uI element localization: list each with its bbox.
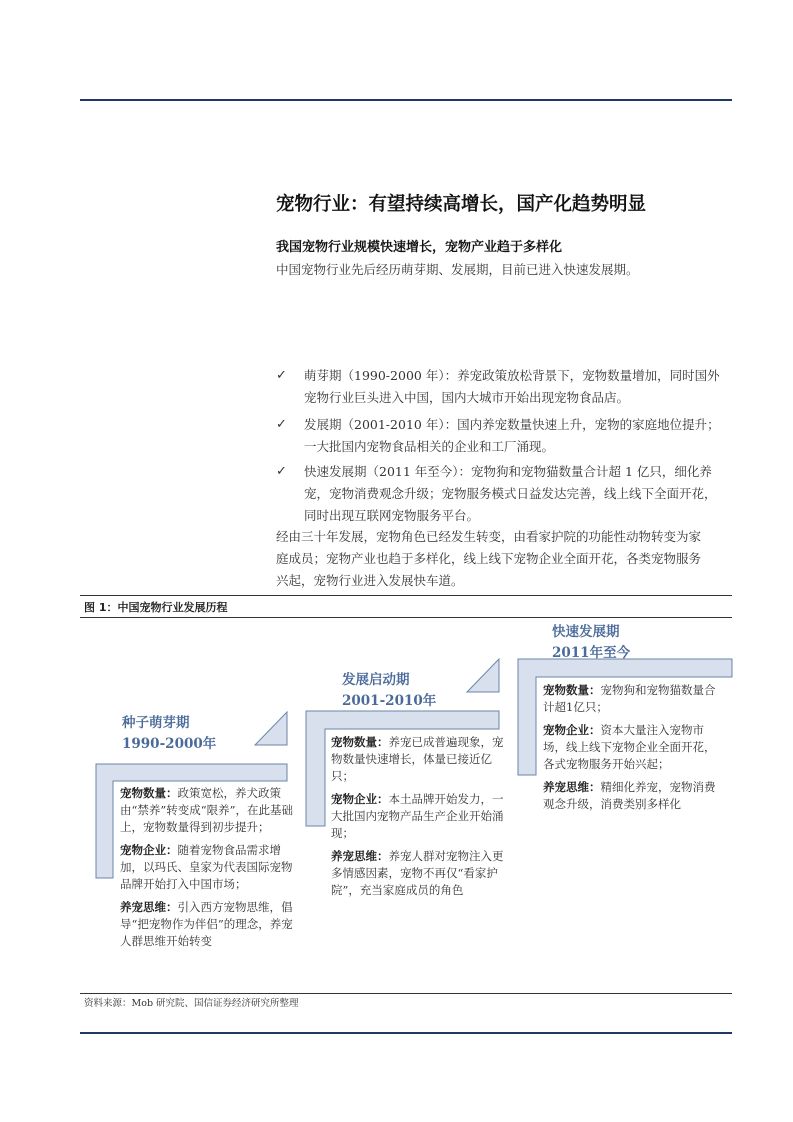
figure-caption: 图 1：中国宠物行业发展历程: [84, 601, 228, 614]
source-note: 资料来源：Mob 研究院、国信证券经济研究所整理: [84, 998, 299, 1009]
stage-1-details: [120, 785, 295, 956]
detail-label: 养宠思维：: [331, 849, 389, 863]
summary-line: 经由三十年发展，宠物角色已经发生转变，由看家护院的功能性动物转变为家: [276, 529, 702, 544]
stage-period: 2011年至今: [552, 645, 631, 661]
detail-text: 引入西方宠物思维，倡导“把宠物作为伴侣”的理念，养宠人群思维开始转变: [120, 900, 293, 948]
stage-3-details: [543, 682, 718, 819]
detail-label: 宠物企业：: [120, 843, 178, 857]
stage-2-label: [342, 670, 436, 712]
detail-text: 养宠人群对宠物注入更多情感因素，宠物不再仅“看家护院”，充当家庭成员的角色: [331, 849, 504, 897]
check-icon: ✓: [276, 464, 287, 479]
detail-label: 养宠思维：: [543, 780, 601, 794]
detail-label: 宠物数量：: [543, 683, 601, 697]
stage-1-triangle: [255, 712, 287, 745]
summary-line: 兴起，宠物行业进入发展快车道。: [276, 573, 464, 588]
intro-text: 中国宠物行业先后经历萌芽期、发展期，目前已进入快速发展期。: [276, 262, 639, 277]
stage-name: 种子萌芽期: [122, 715, 190, 731]
detail-label: 养宠思维：: [120, 900, 178, 914]
summary-line: 庭成员；宠物产业也趋于多样化，线上线下宠物企业全面开花，各类宠物服务: [276, 551, 702, 566]
stage-name: 快速发展期: [552, 624, 620, 640]
detail-text: 资本大量注入宠物市场，线上线下宠物企业全面开花，各式宠物服务开始兴起；: [543, 723, 716, 771]
detail-label: 宠物数量：: [331, 735, 389, 749]
stage-period: 2001-2010年: [342, 693, 437, 709]
item-line: 快速发展期（2011 年至今）：宠物狗和宠物猫数量合计超 1 亿只，细化养: [304, 464, 712, 479]
item-line: 同时出现互联网宠物服务平台。: [304, 508, 480, 523]
check-icon: ✓: [276, 368, 287, 383]
stage-period: 1990-2000年: [122, 736, 217, 752]
check-icon: ✓: [276, 417, 287, 432]
subsection-title: 我国宠物行业规模快速增长，宠物产业趋于多样化: [276, 240, 563, 255]
stage-2-details: [331, 734, 506, 905]
detail-text: 宠物狗和宠物猫数量合计超1亿只；: [543, 683, 716, 714]
stage-name: 发展启动期: [342, 672, 410, 688]
detail-text: 精细化养宠，宠物消费观念升级，消费类别多样化: [543, 780, 716, 811]
figure-bottom-rule: [80, 993, 732, 994]
item-line: 萌芽期（1990-2000 年）：养宠政策放松背景下，宠物数量增加，同时国外: [304, 368, 720, 383]
item-line: 宠，宠物消费观念升级；宠物服务模式日益发达完善，线上线下全面开花，: [304, 486, 717, 501]
stage-1-label: [122, 713, 216, 755]
detail-label: 宠物企业：: [331, 792, 389, 806]
detail-text: 养宠已成普遍现象，宠物数量快速增长，体量已接近亿只；: [331, 735, 504, 783]
detail-label: 宠物数量：: [120, 786, 178, 800]
detail-text: 政策宽松，养犬政策由“禁养”转变成“限养”，在此基础上，宠物数量得到初步提升；: [120, 786, 294, 834]
item-line: 发展期（2001-2010 年）：国内养宠数量快速上升，宠物的家庭地位提升；: [304, 417, 720, 432]
detail-text: 本土品牌开始发力，一大批国内宠物产品生产企业开始涌现；: [331, 792, 504, 840]
section-title: 宠物行业：有望持续高增长，国产化趋势明显: [276, 194, 647, 215]
item-line: 宠物行业巨头进入中国，国内大城市开始出现宠物食品店。: [304, 390, 630, 405]
item-line: 一大批国内宠物食品相关的企业和工厂涌现。: [304, 439, 555, 454]
stage-3-label: [552, 622, 630, 664]
footer-rule: [80, 1032, 732, 1034]
stage-2-triangle: [467, 659, 499, 692]
detail-label: 宠物企业：: [543, 723, 601, 737]
detail-text: 随着宠物食品需求增加，以玛氏、皇家为代表国际宠物品牌开始打入中国市场；: [120, 843, 293, 891]
